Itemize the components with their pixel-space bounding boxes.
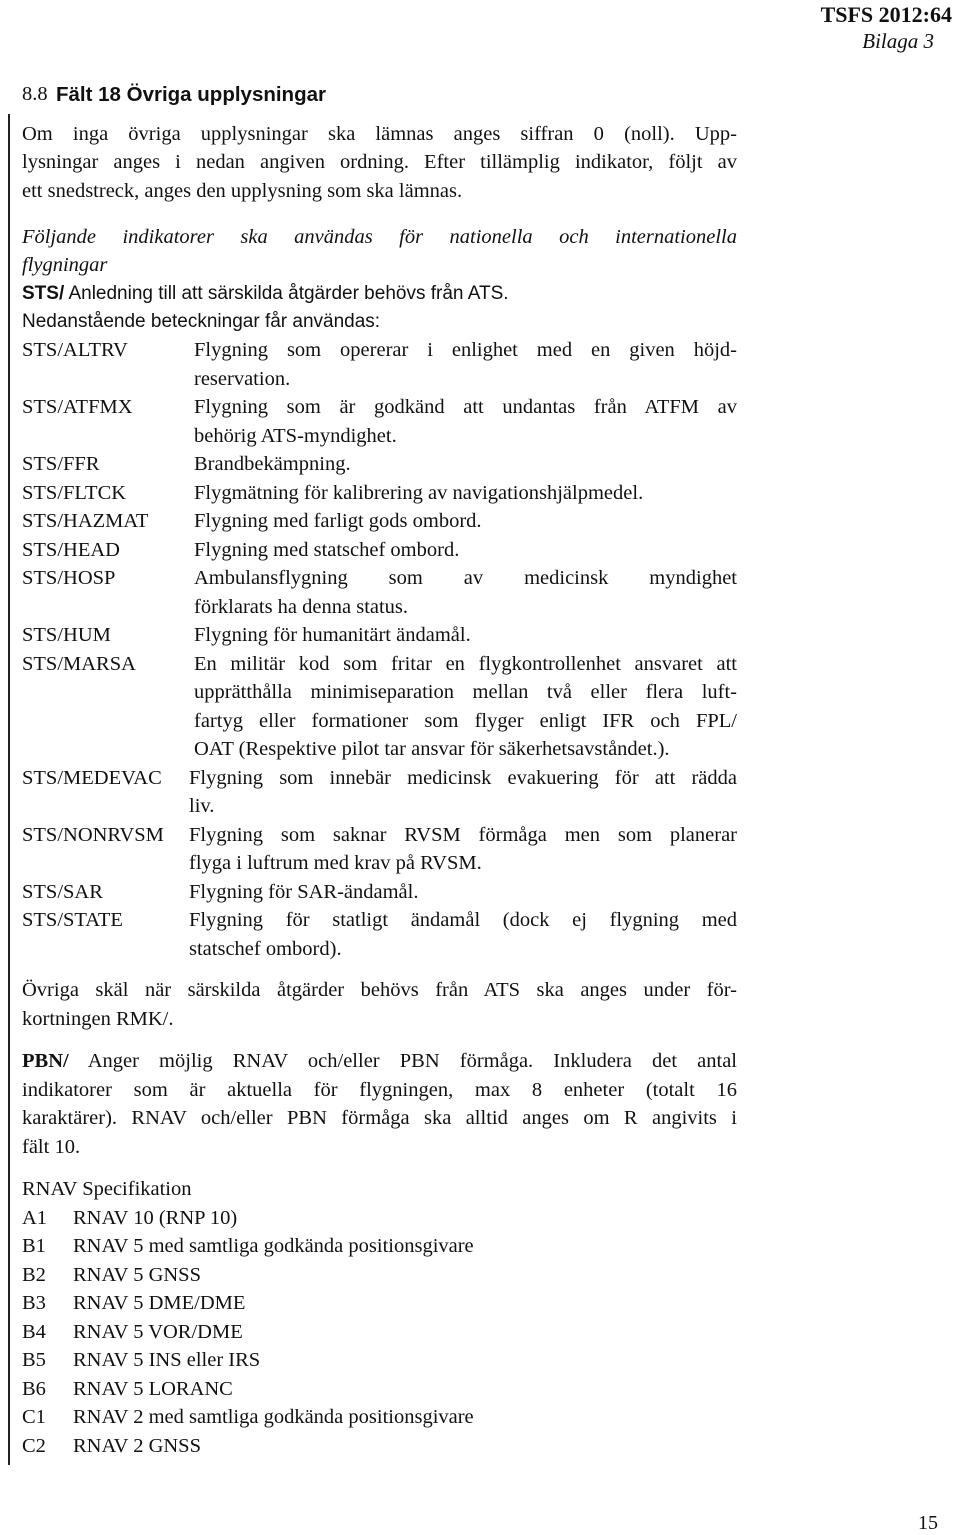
code-description bbox=[194, 650, 737, 764]
description-line: behörig ATS-myndighet. bbox=[194, 424, 397, 447]
description-line: En militär kod som fritar en flygkontrollenhet ansvaret att bbox=[194, 652, 737, 675]
rnav-item bbox=[22, 1403, 474, 1432]
code-label: STS/HAZMAT bbox=[22, 510, 149, 532]
description-line: Flygning som saknar RVSM förmåga men som planerar bbox=[189, 823, 737, 846]
rnav-item bbox=[22, 1289, 474, 1318]
rnav-item bbox=[22, 1375, 474, 1404]
pbn-prefix: PBN/ bbox=[22, 1050, 69, 1072]
rnav-spec-list bbox=[22, 1175, 474, 1460]
code-row bbox=[22, 650, 737, 764]
code-row bbox=[22, 393, 737, 450]
pbn-line: karaktärer). RNAV och/eller PBN förmåga ska alltid anges om R angivits i bbox=[22, 1107, 737, 1129]
code-description bbox=[194, 564, 737, 621]
designations-heading: Nedanstående beteckningar får användas: bbox=[22, 311, 381, 332]
code-description bbox=[194, 536, 737, 565]
code-row bbox=[22, 564, 737, 621]
indicators-heading-line: Följande indikatorer ska användas för nationella och internationella bbox=[22, 226, 737, 248]
code-label: STS/STATE bbox=[22, 909, 123, 931]
code-row bbox=[22, 621, 737, 650]
rnav-item bbox=[22, 1232, 474, 1261]
description-line: Flygning som är godkänd att undantas från ATFM av bbox=[194, 396, 737, 418]
code-row bbox=[22, 479, 737, 508]
code-label: STS/ALTRV bbox=[22, 339, 128, 361]
description-line: Flygning för SAR-ändamål. bbox=[189, 880, 419, 903]
rnav-code: A1 bbox=[22, 1206, 48, 1229]
sts-text: Anledning till att särskilda åtgärder behövs från ATS. bbox=[64, 283, 509, 304]
rnav-code: B1 bbox=[22, 1235, 46, 1257]
rnav-text: RNAV 5 VOR/DME bbox=[73, 1320, 243, 1343]
intro-line: ett snedstreck, anges den upplysning som ska lämnas. bbox=[22, 180, 463, 202]
code-row bbox=[22, 764, 737, 821]
description-line: Flygning med statschef ombord. bbox=[194, 538, 460, 561]
code-row bbox=[22, 507, 737, 536]
intro-line: lysningar anges i nedan angiven ordning. Efter tillämplig indikator, följt av bbox=[22, 151, 737, 173]
code-label: STS/HEAD bbox=[22, 538, 120, 561]
code-description bbox=[189, 878, 737, 907]
code-description bbox=[194, 393, 737, 450]
code-label: STS/MARSA bbox=[22, 652, 136, 675]
rnav-text: RNAV 5 med samtliga godkända positionsgivare bbox=[73, 1235, 474, 1257]
other-reasons-line: Övriga skäl när särskilda åtgärder behövs från ATS ska anges under för- bbox=[22, 979, 737, 1001]
rnav-heading: RNAV Specifikation bbox=[22, 1178, 192, 1200]
description-line: flyga i luftrum med krav på RVSM. bbox=[189, 852, 482, 874]
code-description bbox=[194, 621, 737, 650]
code-label: STS/HOSP bbox=[22, 567, 116, 589]
rnav-code: C1 bbox=[22, 1406, 46, 1428]
rnav-text: RNAV 5 LORANC bbox=[73, 1377, 233, 1400]
description-line: upprätthålla minimiseparation mellan två eller flera luft- bbox=[194, 681, 737, 703]
code-label: STS/FLTCK bbox=[22, 481, 127, 504]
code-description bbox=[194, 479, 737, 508]
code-label: STS/NONRVSM bbox=[22, 823, 164, 846]
sts-prefix: STS/ bbox=[22, 283, 65, 304]
section-title: Fält 18 Övriga upplysningar bbox=[56, 83, 326, 106]
rnav-item bbox=[22, 1318, 474, 1347]
code-row bbox=[22, 906, 737, 963]
rnav-text: RNAV 5 INS eller IRS bbox=[73, 1349, 261, 1371]
code-row bbox=[22, 821, 737, 878]
description-line: Flygning för humanitärt ändamål. bbox=[194, 624, 471, 646]
other-reasons-line: kortningen RMK/. bbox=[22, 1008, 174, 1030]
sts-line bbox=[22, 280, 737, 309]
rnav-text: RNAV 10 (RNP 10) bbox=[73, 1206, 238, 1229]
code-description bbox=[189, 821, 737, 878]
rnav-text: RNAV 2 med samtliga godkända positionsgivare bbox=[73, 1406, 474, 1428]
code-label: STS/SAR bbox=[22, 880, 103, 903]
indicators-heading-line: flygningar bbox=[22, 254, 108, 276]
rnav-text: RNAV 2 GNSS bbox=[73, 1434, 201, 1457]
code-row bbox=[22, 336, 737, 393]
rnav-text: RNAV 5 GNSS bbox=[73, 1263, 201, 1286]
rnav-code: B2 bbox=[22, 1263, 46, 1286]
code-description bbox=[194, 450, 737, 479]
rnav-item bbox=[22, 1204, 474, 1233]
description-line: Flygmätning för kalibrering av navigationshjälpmedel. bbox=[194, 481, 644, 504]
code-row bbox=[22, 878, 737, 907]
sts-code-list bbox=[22, 336, 737, 963]
intro-line: Om inga övriga upplysningar ska lämnas anges siffran 0 (noll). Upp- bbox=[22, 123, 737, 145]
rnav-item bbox=[22, 1261, 474, 1290]
description-line: statschef ombord). bbox=[189, 937, 342, 960]
description-line: Flygning som innebär medicinsk evakuering för att rädda bbox=[189, 766, 737, 789]
rnav-code: B5 bbox=[22, 1349, 46, 1371]
code-label: STS/FFR bbox=[22, 453, 100, 475]
rnav-items bbox=[22, 1204, 474, 1461]
document-id: TSFS 2012:64 bbox=[820, 2, 952, 27]
rnav-item bbox=[22, 1432, 474, 1461]
code-description bbox=[194, 336, 737, 393]
rnav-code: B6 bbox=[22, 1377, 46, 1400]
code-description bbox=[189, 764, 737, 821]
page-number: 15 bbox=[918, 1512, 938, 1534]
pbn-line: indikatorer som är aktuella för flygningen, max 8 enheter (totalt 16 bbox=[22, 1079, 737, 1101]
rnav-code: C2 bbox=[22, 1434, 46, 1457]
description-line: liv. bbox=[189, 795, 215, 817]
description-line: Flygning som opererar i enlighet med en given höjd- bbox=[194, 339, 737, 361]
code-description bbox=[194, 507, 737, 536]
rnav-item bbox=[22, 1346, 474, 1375]
code-description bbox=[189, 906, 737, 963]
change-bar bbox=[8, 114, 10, 1465]
section-number: 8.8 bbox=[22, 83, 48, 105]
pbn-line: PBN/ Anger möjlig RNAV och/eller PBN förmåga. Inkludera det antal bbox=[22, 1050, 737, 1072]
code-label: STS/ATFMX bbox=[22, 396, 133, 418]
description-line: Flygning för statligt ändamål (dock ej flygning med bbox=[189, 909, 737, 931]
code-label: STS/MEDEVAC bbox=[22, 766, 162, 789]
description-line: fartyg eller formationer som flyger enligt IFR och FPL/ bbox=[194, 709, 737, 732]
description-line: OAT (Respektive pilot tar ansvar för säkerhetsavståndet.). bbox=[194, 738, 670, 760]
code-row bbox=[22, 536, 737, 565]
rnav-code: B3 bbox=[22, 1292, 46, 1314]
description-line: reservation. bbox=[194, 367, 291, 390]
description-line: Flygning med farligt gods ombord. bbox=[194, 510, 482, 532]
rnav-code: B4 bbox=[22, 1320, 46, 1343]
description-line: Ambulansflygning som av medicinsk myndighet bbox=[194, 567, 737, 589]
appendix-label: Bilaga 3 bbox=[862, 29, 934, 53]
pbn-line: fält 10. bbox=[22, 1136, 81, 1158]
code-label: STS/HUM bbox=[22, 624, 111, 646]
rnav-text: RNAV 5 DME/DME bbox=[73, 1292, 246, 1314]
description-line: Brandbekämpning. bbox=[194, 453, 351, 475]
code-row bbox=[22, 450, 737, 479]
description-line: förklarats ha denna status. bbox=[194, 595, 409, 618]
